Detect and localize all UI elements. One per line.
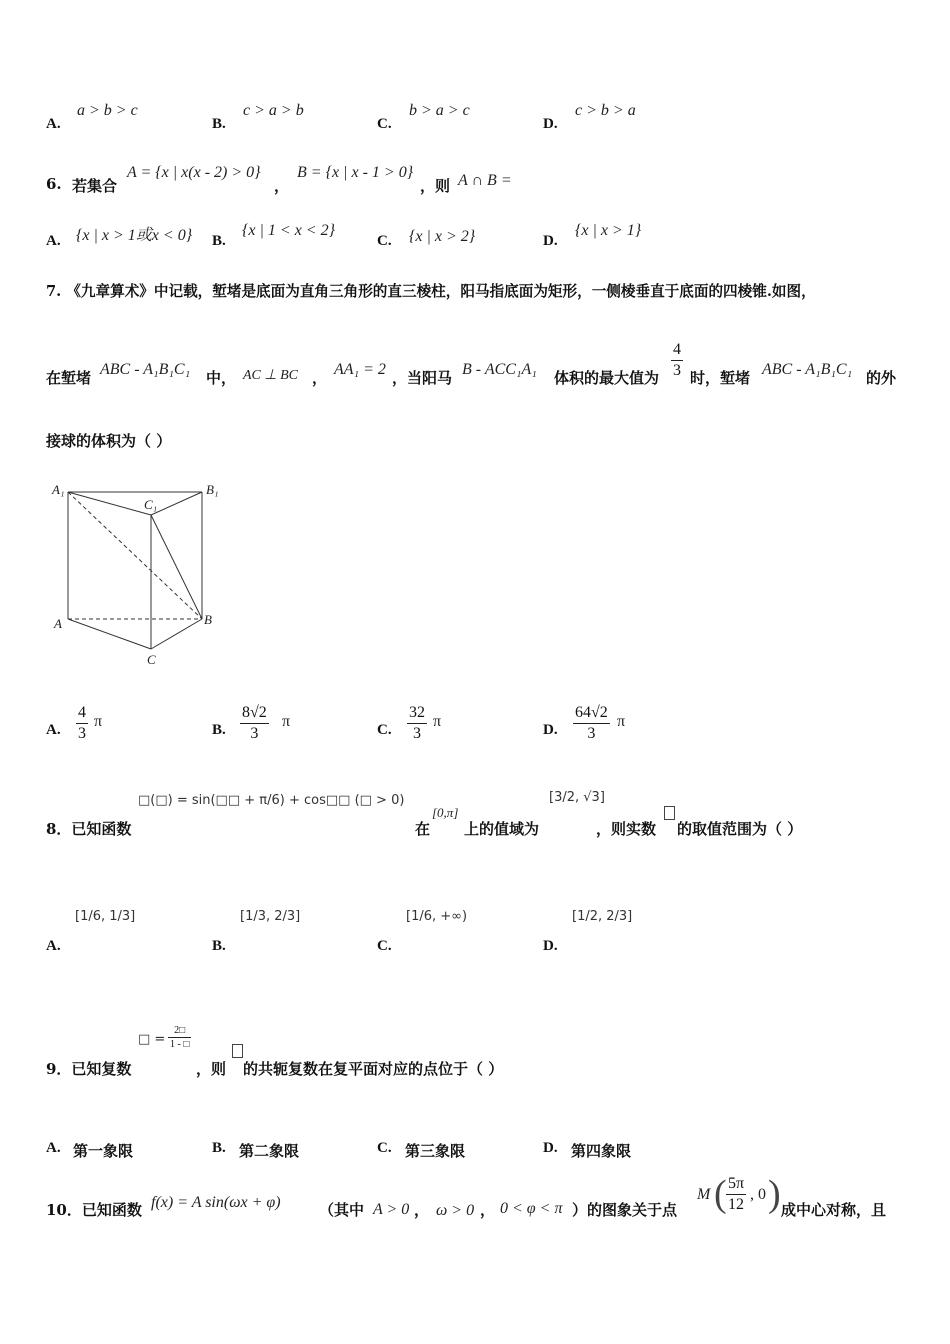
q8-range: [3/2, √3]: [549, 790, 605, 805]
q7-option-c-pi: π: [433, 713, 442, 730]
q7-option-b-frac: [240, 703, 269, 744]
q7-max-volume: [671, 340, 683, 381]
q7-option-b-num: 8√2: [240, 703, 269, 724]
q10-text-d: 成中心对称，且: [781, 1201, 887, 1219]
q10-cond-phi: 0 < φ < π: [500, 1200, 563, 1217]
q9-text-a: 9．已知复数: [46, 1060, 132, 1078]
q7-option-b-label: B.: [212, 722, 226, 738]
q10-paren-left: (: [714, 1173, 727, 1215]
q10-paren-right: ): [768, 1173, 781, 1215]
q6-sep: ，: [274, 177, 290, 195]
q7-l2-e: 体积的最大值为: [554, 369, 660, 387]
q8-omega-placeholder: [664, 806, 675, 820]
q10-text-a: 10．已知函数: [46, 1201, 142, 1219]
q10-text-b: （其中: [319, 1201, 365, 1219]
q7-prism-2: ABC - A₁B₁C₁: [762, 361, 853, 378]
label-b: B: [204, 612, 212, 627]
q8-text-e: 的取值范围为（ ）: [677, 820, 803, 838]
q6-intro: 若集合: [72, 177, 118, 195]
q10-point-tail: , 0: [750, 1186, 766, 1203]
q7-l2-a: 在堑堵: [46, 369, 92, 387]
q6-set-b: B = {x | x - 1 > 0}: [297, 164, 414, 181]
q10-comma-1: ，: [414, 1201, 430, 1219]
q7-max-volume-den: 3: [673, 362, 681, 379]
q6-option-a-text: {x | x > 1或x < 0}: [76, 227, 193, 244]
q9-option-c-label: C.: [377, 1140, 392, 1156]
label-c1: C₁: [144, 497, 158, 512]
q10-cond-omega: ω > 0: [436, 1202, 475, 1219]
q8-interval: [0,π]: [432, 805, 459, 820]
q7-option-d-den: 3: [587, 725, 596, 742]
q6-option-d-text: {x | x > 1}: [575, 222, 642, 239]
q6-option-d-label: D.: [543, 233, 558, 249]
q8-option-c-label: C.: [377, 938, 392, 954]
q10-comma-2: ，: [480, 1201, 496, 1219]
q6-option-a-label: A.: [46, 233, 61, 249]
q7-option-d-pi: π: [617, 713, 626, 730]
q7-option-c-num: 32: [407, 703, 427, 724]
q8-function-image: □(□) = sin(□□ + π/6) + cos□□ (□ > 0): [138, 793, 405, 808]
q9-eq-num: 2□: [168, 1024, 191, 1038]
q7-line-3: 接球的体积为（ ）: [46, 432, 172, 450]
q6-option-c-label: C.: [377, 233, 392, 249]
q7-option-a-pi: π: [94, 713, 103, 730]
q8-text-d: ，则实数: [596, 820, 657, 838]
q7-l2-d: ，当阳马: [392, 369, 453, 387]
q5-option-b-text: c > a > b: [243, 102, 304, 119]
q7-option-a-num: 4: [76, 703, 88, 724]
q9-eq-frac: [168, 1024, 191, 1051]
q7-max-volume-num: 4: [671, 340, 683, 361]
q5-option-d-text: c > b > a: [575, 102, 636, 119]
q7-option-d-label: D.: [543, 722, 558, 738]
q9-eq-lhs: □ =: [138, 1032, 166, 1047]
q5-option-b-label: B.: [212, 116, 226, 132]
q7-option-a-label: A.: [46, 722, 61, 738]
q9-option-d-label: D.: [543, 1140, 558, 1156]
q7-perp: AC ⊥ BC: [243, 368, 298, 383]
q7-pyramid: B - ACC₁A₁: [462, 361, 537, 378]
q7-option-c-frac: [407, 703, 427, 744]
label-c: C: [147, 652, 156, 667]
q7-line-1: 7. 《九章算术》中记载，堑堵是底面为直角三角形的直三棱柱，阳马指底面为矩形，一侧棱垂直于底面的四棱锥.如图，: [46, 283, 816, 300]
q8-option-c-text: [1/6, +∞): [406, 909, 468, 924]
edge-c1-b1: [151, 492, 202, 515]
q8-option-b-label: B.: [212, 938, 226, 954]
edge-a-c: [68, 619, 151, 649]
q9-option-b-text: 第二象限: [239, 1142, 300, 1160]
edge-c-b: [151, 619, 202, 649]
q7-aa1: AA₁ = 2: [334, 361, 386, 378]
q8-option-d-label: D.: [543, 938, 558, 954]
q8-option-b-text: [1/3, 2/3]: [240, 909, 301, 924]
q5-option-c-label: C.: [377, 116, 392, 132]
q7-prism: ABC - A₁B₁C₁: [100, 361, 191, 378]
q6-number: 6.: [46, 175, 62, 193]
q9-option-c-text: 第三象限: [405, 1142, 466, 1160]
q10-function: f(x) = A sin(ωx + φ): [151, 1194, 281, 1211]
q8-option-a-text: [1/6, 1/3]: [75, 909, 136, 924]
q7-l2-b: 中，: [206, 369, 237, 387]
q10-text-c: ）的图象关于点: [572, 1201, 678, 1219]
q8-option-a-label: A.: [46, 938, 61, 954]
q5-option-d-label: D.: [543, 116, 558, 132]
q8-text-a: 8．已知函数: [46, 820, 132, 838]
q10-point-frac: [726, 1174, 746, 1215]
q7-option-d-frac: [573, 703, 610, 744]
q6-option-b-text: {x | 1 < x < 2}: [242, 222, 335, 239]
q10-cond-a: A > 0: [373, 1201, 410, 1218]
q7-l2-c: ，: [312, 369, 328, 387]
q6-option-c-text: {x | x > 2}: [409, 228, 476, 245]
q9-option-a-label: A.: [46, 1140, 61, 1156]
q5-option-a-label: A.: [46, 116, 61, 132]
q10-point-m: M: [697, 1186, 711, 1203]
q9-option-a-text: 第一象限: [73, 1142, 134, 1160]
q7-l2-f: 时，堑堵: [690, 369, 751, 387]
q5-option-c-text: b > a > c: [409, 102, 470, 119]
q9-eq-den: 1 - □: [170, 1039, 190, 1050]
q7-option-b-pi: π: [282, 713, 291, 730]
q6-then: ，则: [420, 177, 451, 195]
q9-option-b-label: B.: [212, 1140, 226, 1156]
q8-option-d-text: [1/2, 2/3]: [572, 909, 633, 924]
q7-option-c-den: 3: [413, 725, 421, 742]
q6-expression: A ∩ B =: [458, 172, 512, 189]
q8-text-b: 在: [415, 820, 431, 838]
q8-text-c: 上的值域为: [464, 820, 540, 838]
q6-option-b-label: B.: [212, 233, 226, 249]
q7-option-b-den: 3: [250, 725, 259, 742]
q9-text-c: 的共轭复数在复平面对应的点位于（ ）: [243, 1060, 504, 1078]
edge-c1-b: [151, 515, 202, 619]
q7-l2-g: 的外: [866, 369, 897, 387]
q7-option-a-frac: [76, 703, 88, 744]
q9-option-d-text: 第四象限: [571, 1142, 632, 1160]
q10-point-den: 12: [728, 1196, 745, 1213]
q7-option-a-den: 3: [78, 725, 86, 742]
q7-option-d-num: 64√2: [573, 703, 610, 724]
q10-point-num: 5π: [726, 1174, 746, 1195]
label-b1: B₁: [206, 482, 219, 497]
label-a: A: [54, 616, 62, 631]
q7-prism-figure: [44, 478, 234, 672]
q9-z-placeholder: [232, 1044, 243, 1058]
q9-text-b: ，则: [196, 1060, 227, 1078]
q7-option-c-label: C.: [377, 722, 392, 738]
q5-option-a-text: a > b > c: [77, 102, 138, 119]
label-a1: A₁: [52, 482, 65, 497]
q6-set-a: A = {x | x(x - 2) > 0}: [127, 164, 261, 181]
